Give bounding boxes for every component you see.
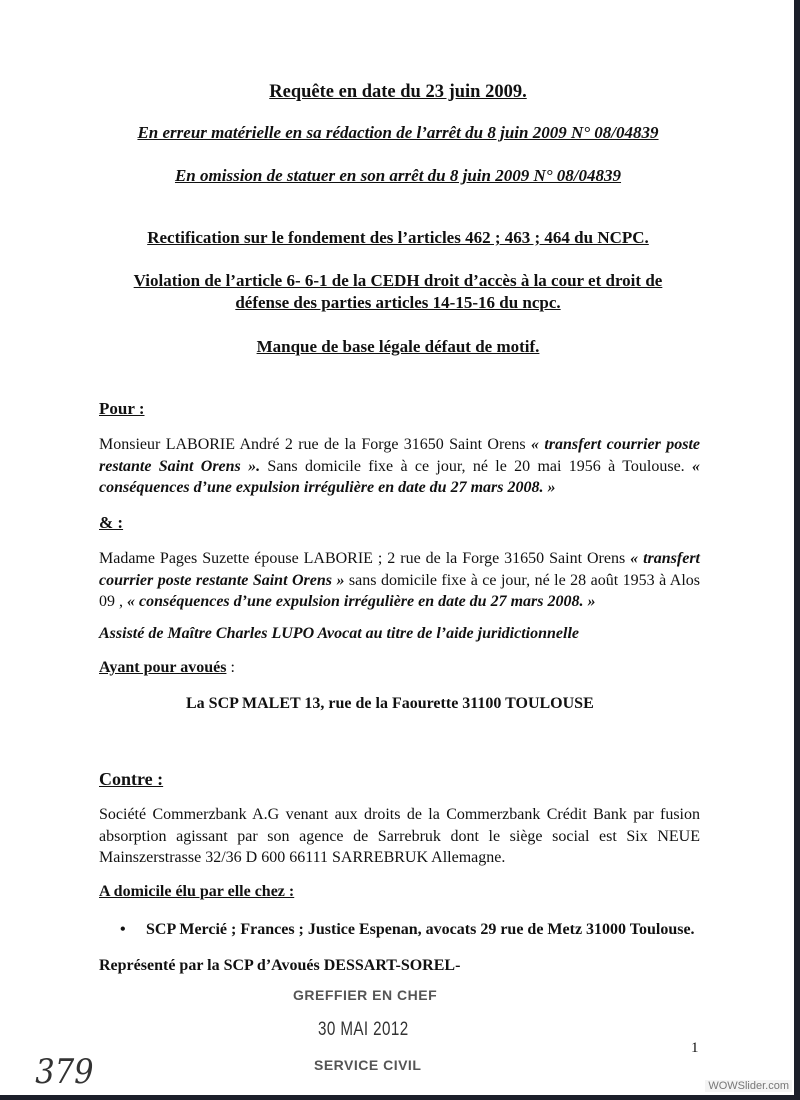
stamp-greffier: GREFFIER EN CHEF xyxy=(293,987,438,1003)
heading-rectification: Rectification sur le fondement des l’articles 462 ; 463 ; 464 du NCPC. xyxy=(147,228,649,247)
subtitle-erreur-materielle: En erreur matérielle en sa rédaction de l’arrêt du 8 juin 2009 N° 08/04839 xyxy=(137,123,659,142)
page-number: 1 xyxy=(691,1040,699,1056)
paragraph-madame-pages xyxy=(99,548,700,613)
domicile-elu-label: A domicile élu par elle chez : xyxy=(99,883,295,900)
stamp-date: 30 MAI 2012 xyxy=(318,1019,409,1040)
bullet-scp-mercie xyxy=(120,921,695,939)
heading-violation-line1: Violation de l’article 6- 6-1 de la CEDH droit d’accès à la cour et droit de xyxy=(133,271,663,290)
avoues-scp-malet: La SCP MALET 13, rue de la Faourette 31100 TOULOUSE xyxy=(186,695,594,712)
text: Sans domicile fixe à ce jour, né le 20 mai 1956 à Toulouse. xyxy=(260,457,693,475)
text-italic: « transfert courrier poste restante Saint Orens » xyxy=(99,550,700,589)
text: sans domicile fixe à ce jour, né le 28 août 1953 à Alos 09 , xyxy=(99,571,700,610)
avoues-heading xyxy=(99,659,235,677)
text-italic: « transfert courrier poste restante Saint Orens ». xyxy=(99,436,700,475)
bullet-text: SCP Mercié ; Frances ; Justice Espenan, avocats 29 rue de Metz 31000 Toulouse. xyxy=(146,921,695,938)
document-title: Requête en date du 23 juin 2009. xyxy=(269,82,527,102)
section-contre-label: Contre : xyxy=(99,769,164,789)
bullet-icon: • xyxy=(120,921,126,938)
paragraph-monsieur-laborie xyxy=(99,434,700,499)
represente-par: Représenté par la SCP d’Avoués DESSART-SOREL- xyxy=(99,957,461,974)
text: Madame Pages Suzette épouse LABORIE ; 2 rue de la Forge 31650 Saint Orens xyxy=(99,550,631,567)
heading-manque-base-legale: Manque de base légale défaut de motif. xyxy=(256,337,540,356)
stamp-service-civil: SERVICE CIVIL xyxy=(314,1057,422,1073)
text-italic: « conséquences d’une expulsion irrégulière en date du 27 mars 2008. » xyxy=(99,457,701,496)
handwritten-number: 379 xyxy=(35,1052,94,1092)
paragraph-commerzbank: Société Commerzbank A.G venant aux droits de la Commerzbank Crédit Bank par fusion absorption agissant par son agence de Sarrebruk dont le siège social est Six NEUE Mainszerstrasse 32/36 D 600 66111 SARREBRUK Allemagne. xyxy=(99,806,700,866)
subtitle-omission-statuer: En omission de statuer en son arrêt du 8 juin 2009 N° 08/04839 xyxy=(174,166,622,185)
colon: : xyxy=(226,659,235,676)
page-edge-right xyxy=(794,0,800,1100)
section-and-label: & : xyxy=(99,513,124,532)
text-italic: « conséquences d’une expulsion irrégulière en date du 27 mars 2008. » xyxy=(127,593,596,610)
text: Monsieur LABORIE André 2 rue de la Forge 31650 Saint Orens xyxy=(99,436,531,453)
page-edge-bottom xyxy=(0,1095,800,1100)
section-pour-label: Pour : xyxy=(99,399,145,418)
heading-violation-line2: défense des parties articles 14-15-16 du ncpc. xyxy=(235,293,561,312)
avoues-label: Ayant pour avoués xyxy=(99,659,227,676)
assiste-avocat: Assisté de Maître Charles LUPO Avocat au titre de l’aide juridictionnelle xyxy=(99,625,579,642)
watermark: WOWSlider.com xyxy=(705,1080,792,1092)
